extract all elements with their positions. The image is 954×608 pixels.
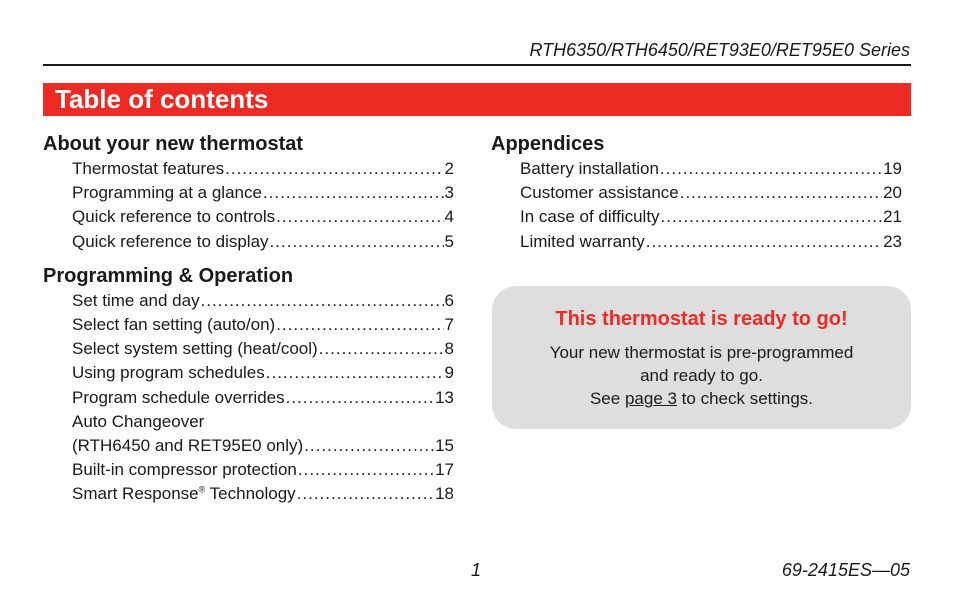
toc-entry-label: (RTH6450 and RET95E0 only): [72, 436, 304, 456]
toc-entry[interactable]: [72, 313, 454, 337]
dot-leader: [225, 157, 443, 181]
toc-entry-label: In case of difficulty: [520, 207, 660, 227]
callout-line: Your new thermostat is pre-programmed: [549, 343, 854, 362]
toc-entry-label: Quick reference to display: [72, 231, 269, 251]
dot-leader: [646, 230, 882, 254]
toc-entry[interactable]: [520, 157, 902, 181]
toc-entry-label: Using program schedules: [72, 363, 265, 383]
toc-entry-page: 8: [444, 339, 454, 359]
toc-entry-page: 7: [444, 315, 454, 335]
toc-entry-page: 3: [444, 183, 454, 203]
registered-mark: ®: [198, 484, 206, 495]
callout-text: to check settings.: [676, 389, 814, 408]
toc-entry[interactable]: [72, 205, 454, 229]
toc-entry-label: Programming at a glance: [72, 183, 262, 203]
toc-entry[interactable]: [72, 458, 454, 482]
toc-banner: [43, 83, 911, 116]
page-3-link[interactable]: page 3: [624, 389, 677, 408]
page-number: 1: [471, 560, 482, 580]
toc-entry-label: Customer assistance: [520, 183, 679, 203]
dot-leader: [660, 157, 882, 181]
section-heading: Programming & Operation: [43, 264, 294, 287]
toc-section-about: [43, 132, 454, 254]
toc-entry[interactable]: [72, 230, 454, 254]
dot-leader: [297, 482, 434, 506]
toc-entry-page: 21: [883, 207, 902, 227]
toc-right-column: [491, 132, 902, 254]
toc-entry-page: 9: [444, 363, 454, 383]
header-rule: [43, 64, 911, 66]
dot-leader: [276, 313, 443, 337]
toc-entry-label-line1: Auto Changeover: [72, 411, 205, 431]
toc-entry-page: 17: [435, 460, 454, 480]
dot-leader: [661, 205, 883, 229]
callout-line: and ready to go.: [640, 366, 763, 385]
callout-line: [492, 387, 911, 410]
toc-entry-page: 6: [444, 290, 454, 310]
toc-entry-label: Battery installation: [520, 159, 659, 178]
toc-entry[interactable]: [520, 205, 902, 229]
toc-entry-page: 5: [444, 231, 454, 251]
dot-leader: [286, 386, 434, 410]
toc-section-programming: [43, 264, 454, 507]
toc-entry-page: 20: [883, 183, 902, 203]
callout-heading: This thermostat is ready to go!: [555, 308, 848, 330]
toc-entry[interactable]: [72, 337, 454, 361]
toc-entry[interactable]: [72, 181, 454, 205]
toc-entry-label: Program schedule overrides: [72, 387, 285, 407]
toc-entry[interactable]: [72, 482, 454, 506]
toc-entry[interactable]: [72, 434, 454, 458]
toc-entry-page: 15: [435, 436, 454, 456]
toc-entry-page: 23: [883, 231, 902, 251]
callout-text: See: [589, 389, 625, 408]
callout-body: [492, 341, 911, 410]
toc-entry-label: Thermostat features: [72, 159, 225, 178]
document-number: 69-2415ES—05: [781, 560, 910, 580]
toc-entry[interactable]: [72, 386, 454, 410]
toc-entry-label: Quick reference to controls: [72, 207, 276, 227]
dot-leader: [270, 230, 444, 254]
ready-callout: [492, 286, 911, 429]
toc-entry[interactable]: [72, 157, 454, 181]
toc-entry-page: 4: [444, 207, 454, 227]
toc-entry-label-suffix: Technology: [205, 484, 296, 504]
section-heading: About your new thermostat: [43, 133, 304, 155]
dot-leader: [304, 434, 434, 458]
section-heading: Appendices: [491, 133, 605, 155]
toc-left-column: [43, 132, 454, 507]
dot-leader: [298, 458, 434, 482]
toc-entry-label: Select fan setting (auto/on): [72, 315, 276, 335]
dot-leader: [201, 289, 444, 313]
toc-entry[interactable]: [72, 361, 454, 385]
toc-entry-label: Select system setting (heat/cool): [72, 339, 318, 359]
dot-leader: [263, 181, 444, 205]
toc-entry-page: 13: [435, 387, 454, 407]
toc-entry-page: 18: [435, 484, 454, 504]
toc-title: Table of contents: [55, 84, 269, 114]
toc-entry-page: 2: [444, 159, 454, 178]
dot-leader: [680, 181, 882, 205]
toc-section-appendices: [491, 132, 902, 254]
dot-leader: [276, 205, 443, 229]
dot-leader: [319, 337, 444, 361]
toc-entry-label: Set time and day: [72, 290, 200, 310]
toc-entry[interactable]: [72, 289, 454, 313]
toc-entry-label: [72, 482, 296, 506]
dot-leader: [266, 361, 444, 385]
toc-entry-label: Limited warranty: [520, 231, 645, 251]
toc-entry-page: 19: [883, 159, 902, 178]
toc-entry[interactable]: [520, 230, 902, 254]
toc-entry[interactable]: [520, 181, 902, 205]
series-title: RTH6350/RTH6450/RET93E0/RET95E0 Series: [529, 40, 910, 60]
toc-entry-label: Built-in compressor protection: [72, 460, 297, 480]
toc-entry-label-main: Smart Response: [72, 484, 199, 504]
